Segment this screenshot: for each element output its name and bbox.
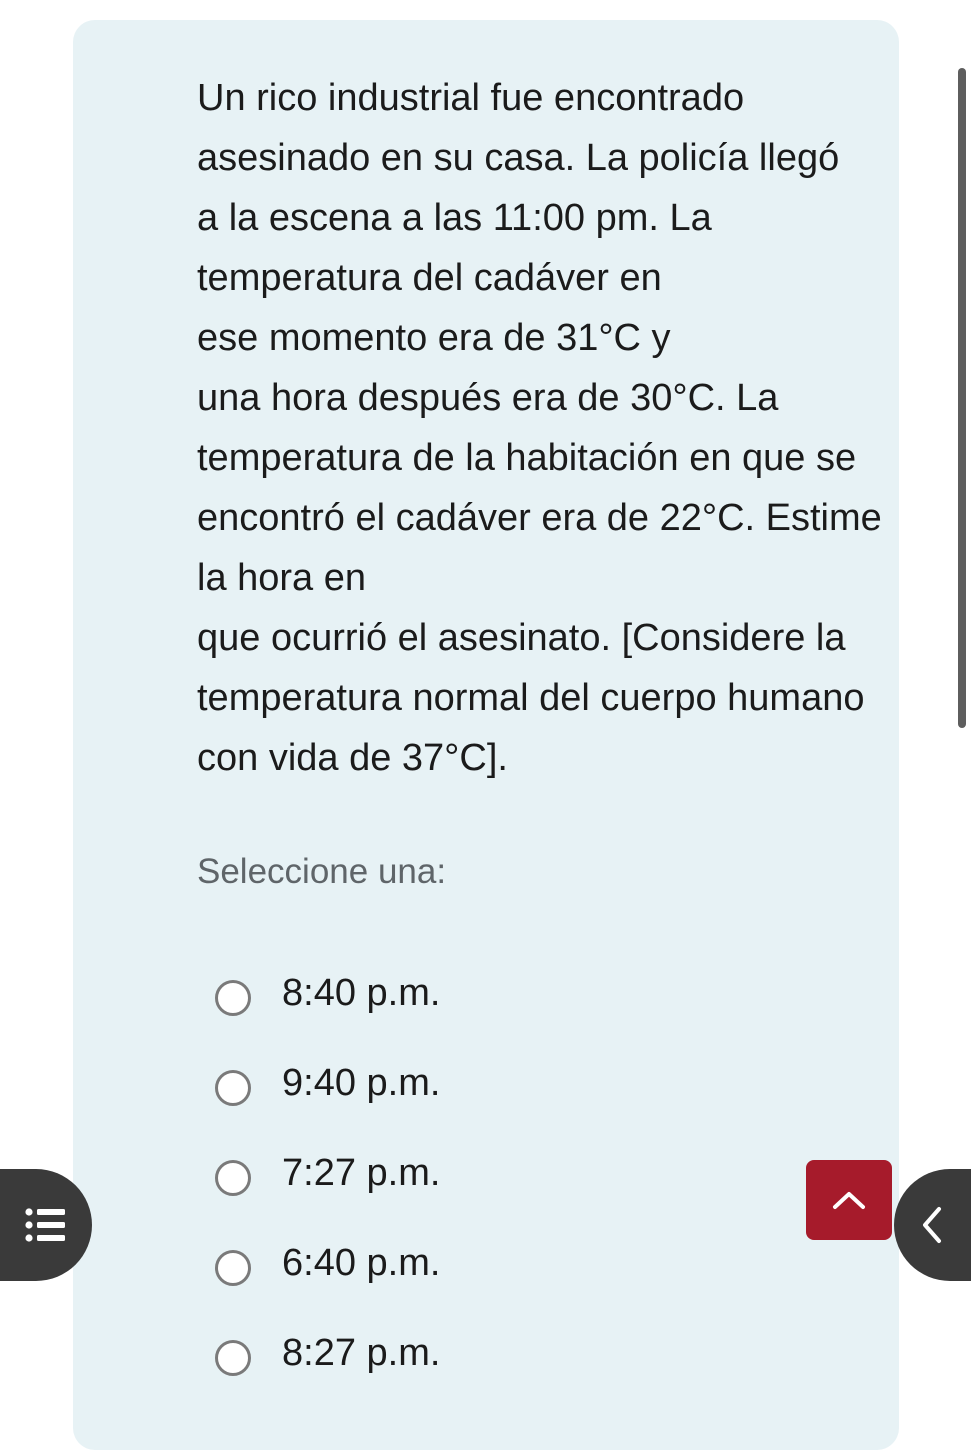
question-line: temperatura de la habitación en que se: [197, 437, 857, 479]
question-line: ese momento era de 31°C y: [197, 317, 671, 359]
answer-option-label: 7:27 p.m.: [282, 1152, 441, 1194]
question-card: [73, 20, 899, 1450]
scrollbar[interactable]: [958, 68, 966, 728]
radio-button[interactable]: [215, 980, 251, 1016]
radio-button[interactable]: [215, 1250, 251, 1286]
question-text: [197, 68, 937, 788]
answer-option[interactable]: [215, 1325, 440, 1415]
answer-option[interactable]: [215, 1055, 440, 1145]
answer-option-label: 8:27 p.m.: [282, 1332, 441, 1374]
list-icon: [25, 1208, 67, 1242]
chevron-up-icon: [832, 1190, 866, 1210]
question-line: a la escena a las 11:00 pm. La: [197, 197, 712, 239]
question-line: temperatura normal del cuerpo humano: [197, 677, 865, 719]
answer-option[interactable]: [215, 1145, 440, 1235]
block-drawer-button[interactable]: [894, 1169, 971, 1281]
question-line: con vida de 37°C].: [197, 737, 508, 779]
radio-button[interactable]: [215, 1160, 251, 1196]
question-line: Un rico industrial fue encontrado: [197, 77, 745, 119]
answer-option-label: 8:40 p.m.: [282, 972, 441, 1014]
question-line: encontró el cadáver era de 22°C. Estime: [197, 497, 882, 539]
question-line: asesinado en su casa. La policía llegó: [197, 137, 840, 179]
back-to-top-button[interactable]: [806, 1160, 892, 1240]
question-line: temperatura del cadáver en: [197, 257, 662, 299]
question-line: una hora después era de 30°C. La: [197, 377, 779, 419]
answer-option-label: 6:40 p.m.: [282, 1242, 441, 1284]
answer-option[interactable]: [215, 1235, 440, 1325]
answer-options: [215, 965, 440, 1415]
radio-button[interactable]: [215, 1070, 251, 1106]
chevron-left-icon: [920, 1205, 944, 1245]
answer-option-label: 9:40 p.m.: [282, 1062, 441, 1104]
question-line: que ocurrió el asesinato. [Considere la: [197, 617, 846, 659]
select-prompt: Seleccione una:: [197, 852, 447, 891]
answer-option[interactable]: [215, 965, 440, 1055]
question-line: la hora en: [197, 557, 367, 599]
radio-button[interactable]: [215, 1340, 251, 1376]
